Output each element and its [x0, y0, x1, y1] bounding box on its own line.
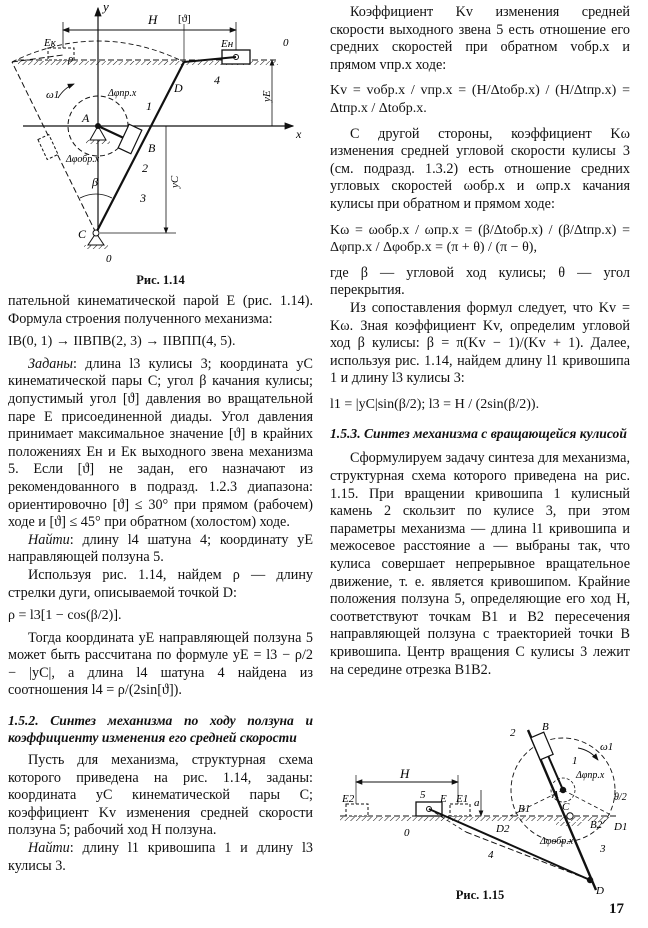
- section-1-5-3-paragraph: Сформулируем задачу синтеза для механизма, структурная схема которого приведена на рис. 1.15. При вращении кривошипа 1 кулисный камень 2 скользит по кулисе 3, при этом параметры механизма — длина l1 кривошипа и межосевое расстояние a — выбраны так, что кулиса совершает непрерывное вращательное движение, т. е. является кривошипом. Крайние положения ползуна 5, определяющие его ход H, соответствуют точкам B1 и B2 пересечения направляющей ползуна с траекторией точки B кривошипа. Центр вращения C кулисы 3 лежит на середине отрезка B1B2.: [330, 450, 630, 678]
- left-column: [8, 293, 313, 875]
- fig15-label-D1: D1: [614, 821, 628, 833]
- left-paragraph-1: пательной кинематической парой E (рис. 1.14). Формула строения полученного механизма:: [8, 293, 313, 327]
- fig14-label-zero-top: 0: [283, 37, 289, 49]
- fig15-label-B1: B1: [518, 803, 531, 815]
- section-1-5-2-title: 1.5.2. Синтез механизма по ходу ползуна и коэффициенту изменения его средней скорости: [8, 713, 313, 746]
- fig15-label-D: D: [596, 885, 604, 897]
- fig14-label-3: 3: [140, 191, 146, 205]
- section-1-5-3-title: 1.5.3. Синтез механизма с вращающейся кулисой: [330, 426, 627, 442]
- figure-1-15: [338, 720, 638, 905]
- right-paragraph-3: где β — угловой ход кулисы; θ — угол перекрытия.: [330, 264, 630, 299]
- fig15-label-a: a: [474, 797, 480, 809]
- find-lead: Найти: [28, 531, 70, 548]
- right-column: [330, 4, 630, 679]
- given-paragraph: [8, 356, 313, 532]
- ye-paragraph: Тогда координата yE направляющей ползуна 5 может быть рассчитана по формуле yE = l3 − ρ/2 − |yC|, а длина l4 шатуна 4 найдена из соотношения l4 = ρ/(2sin[ϑ]).: [8, 629, 313, 699]
- find-paragraph-2: [8, 840, 313, 875]
- fig15-label-dphi-obr: Δφобр.х: [540, 836, 574, 847]
- fig14-label-1: 1: [146, 99, 152, 113]
- fig14-label-2: 2: [142, 161, 148, 175]
- given-text: : длина l3 кулисы 3; координата yC кинематической пары C; угол β качания кулисы; допустимый угол [ϑ] давления во вращательной паре E присоединенной диады. Угол давления принимает максимальное значение [ϑ] в крайних положениях Eн и Eк выходного звена механизма 5. Если [ϑ] не задан, его назначают из рекомендованного в подразд. 1.2.3 диапазона: ориентировочно [ϑ] ≤ 30° при прямом (рабочем) ходе и [ϑ] ≤ 45° при обратном (холостом) ходе.: [8, 355, 313, 531]
- structure-formula: IВ(0, 1) → IIВПВ(2, 3) → IIВПП(4, 5).: [8, 334, 236, 350]
- fig15-label-1: 1: [572, 755, 578, 767]
- right-paragraph-1: Коэффициент Kv изменения средней скорости выходного звена 5 есть отношение его средних скоростей при обратном vобр.х и прямом vпр.х ходе:: [330, 4, 630, 73]
- fig15-label-E: E: [440, 793, 447, 805]
- fig14-label-B: B: [148, 141, 156, 155]
- fig14-label-yE: yE: [261, 90, 273, 102]
- fig15-label-D2: D2: [496, 823, 510, 835]
- rho-paragraph: Используя рис. 1.14, найдем ρ — длину стрелки дуги, описываемой точкой D:: [8, 566, 313, 601]
- fig15-label-C: C: [562, 801, 570, 813]
- fig14-label-Ek: Eк: [44, 37, 56, 49]
- right-paragraph-4: Из сопоставления формул следует, что Kv = Kω. Зная коэффициент Kv, определим угловой ход β кулисы: β = π(Kv − 1)/(Kv + 1). Далее, используя рис. 1.14, найдем длину l1 кривошипа 1 и длину l3 кулисы 3:: [330, 299, 630, 387]
- fig14-label-En: Eн: [221, 38, 234, 50]
- rho-formula: ρ = l3[1 − cos(β/2)].: [8, 608, 122, 624]
- fig15-label-theta2: θ/2: [614, 792, 627, 803]
- fig14-label-theta: [ϑ]: [178, 13, 191, 25]
- fig14-label-omega: ω1: [46, 89, 60, 101]
- fig15-label-E1: E1: [456, 793, 469, 805]
- fig15-label-B2: B2: [590, 819, 603, 831]
- fig14-label-dphi-pr: Δφпр.х: [108, 88, 137, 99]
- find-text: : длину l4 шатуна 4; координату yE направляющей ползуна 5.: [8, 531, 313, 566]
- kv-formula: Kv = vобр.х / vпр.х = (H/Δtобр.х) / (H/Δtпр.х) = Δtпр.х / Δtобр.х.: [330, 83, 630, 116]
- section-1-5-2-paragraph: Пусть для механизма, структурная схема которого приведена на рис. 1.14, заданы: координата yC кинематической пары C; коэффициент Kv изменения средней скорости ползуна 5; рабочий ход H ползуна.: [8, 752, 313, 839]
- fig14-label-yC: yC: [169, 175, 181, 188]
- find-paragraph: [8, 532, 313, 567]
- block-2: [531, 732, 553, 760]
- fig14-label-4: 4: [214, 73, 220, 87]
- find-text-2: : длину l1 кривошипа 1 и длину l3 кулисы 3.: [8, 840, 313, 874]
- fig15-caption: Рис. 1.15: [455, 888, 505, 902]
- fig15-label-4: 4: [488, 849, 494, 861]
- fig15-label-dphi-pr: Δφпр.х: [576, 770, 605, 781]
- l-formula: l1 = |yC|sin(β/2); l3 = H / (2sin(β/2)).: [330, 396, 540, 412]
- fig15-label-5: 5: [420, 789, 426, 801]
- fig15-label-B: B: [542, 721, 549, 733]
- fig14-label-dphi-obr: Δφобр.х: [66, 154, 100, 165]
- fig14-label-x: x: [296, 127, 302, 141]
- fig15-label-3: 3: [600, 843, 606, 855]
- page-number: 17: [609, 901, 624, 917]
- fig15-label-zero: 0: [404, 827, 410, 839]
- fig15-label-E2: E2: [342, 793, 355, 805]
- kw-formula: Kω = ωобр.х / ωпр.х = (β/Δtобр.х) / (β/Δtпр.х) = Δφпр.х / Δφобр.х = (π + θ) / (π − θ),: [330, 222, 630, 256]
- fig14-caption: Рис. 1.14: [136, 273, 185, 287]
- find-lead-2: Найти: [28, 840, 70, 857]
- figure-1-14: [8, 0, 313, 290]
- fig14-label-C: C: [78, 227, 87, 241]
- fig14-label-A: A: [82, 111, 90, 125]
- fig14-label-rho: ρ: [68, 53, 74, 65]
- fig14-label-D: D: [174, 81, 183, 95]
- fig14-label-y: y: [103, 0, 109, 14]
- fig14-label-H: H: [148, 12, 158, 27]
- fig15-label-2: 2: [510, 727, 516, 739]
- fig15-label-A: A: [552, 789, 559, 801]
- fig15-label-omega: ω1: [600, 741, 614, 753]
- right-paragraph-2: С другой стороны, коэффициент Kω изменения средней угловой скорости кулисы 3 (см. подразд. 1.3.2) есть отношение средних угловых скоростей ωобр.х и ωпр.х качания кулисы при обратном и прямом ходе:: [330, 125, 630, 212]
- fig14-label-beta: β: [92, 175, 98, 189]
- fig14-label-zero-bottom: 0: [106, 253, 112, 265]
- fig15-label-H: H: [400, 766, 410, 781]
- given-lead: Заданы: [28, 355, 74, 372]
